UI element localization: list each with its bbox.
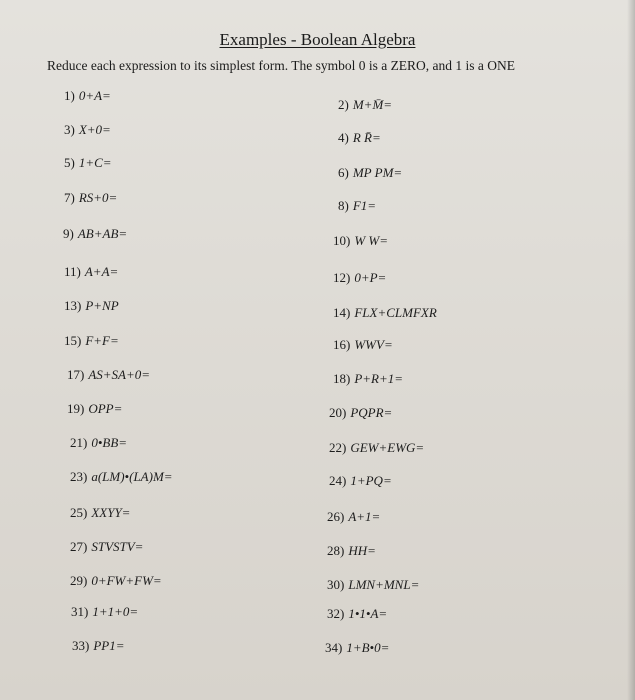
problem-19: 19) OPP= <box>67 401 123 416</box>
problem-30: 30) LMN+MNL= <box>327 577 420 592</box>
instructions-text: Reduce each expression to its simplest form. The symbol 0 is a ZERO, and 1 is a ONE <box>47 58 516 73</box>
problem-10: 10) W W= <box>333 233 389 248</box>
problem-14: 14) FLX+CLMFXR <box>333 305 437 320</box>
problem-21: 21) 0•BB= <box>70 435 128 450</box>
problem-34: 34) 1+B•0= <box>325 640 390 655</box>
problem-4: 4) R R̄= <box>338 130 381 145</box>
problem-13: 13) P+NP <box>64 298 119 313</box>
page-edge-shadow <box>627 0 635 700</box>
page-title: Examples - Boolean Algebra <box>219 30 416 49</box>
problem-11: 11) A+A= <box>64 264 119 279</box>
problem-16: 16) WWV= <box>333 337 393 352</box>
problem-6: 6) MP PM= <box>338 165 403 180</box>
problem-20: 20) PQPR= <box>329 405 393 420</box>
problem-2: 2) M+M̄= <box>338 97 393 112</box>
problem-7: 7) RS+0= <box>64 190 118 205</box>
problem-22: 22) GEW+EWG= <box>329 440 425 455</box>
problem-5: 5) 1+C= <box>64 155 112 170</box>
problem-15: 15) F+F= <box>64 333 119 348</box>
problem-23: 23) a(LM)•(LA)M= <box>70 469 173 484</box>
problem-28: 28) HH= <box>327 543 376 558</box>
problem-25: 25) XXYY= <box>70 505 131 520</box>
problem-12: 12) 0+P= <box>333 270 387 285</box>
problem-17: 17) AS+SA+0= <box>67 367 151 382</box>
problem-32: 32) 1•1•A= <box>327 606 388 621</box>
problem-3: 3) X+0= <box>64 122 111 137</box>
problem-18: 18) P+R+1= <box>333 371 404 386</box>
problem-31: 31) 1+1+0= <box>71 604 139 619</box>
problem-1: 1) 0+A= <box>64 88 111 103</box>
problem-29: 29) 0+FW+FW= <box>70 573 162 588</box>
problem-26: 26) A+1= <box>327 509 381 524</box>
problem-8: 8) F1= <box>338 198 377 213</box>
problem-27: 27) STVSTV= <box>70 539 144 554</box>
problem-33: 33) PP1= <box>72 638 125 653</box>
problem-9: 9) AB+AB= <box>63 226 128 241</box>
problem-24: 24) 1+PQ= <box>329 473 392 488</box>
